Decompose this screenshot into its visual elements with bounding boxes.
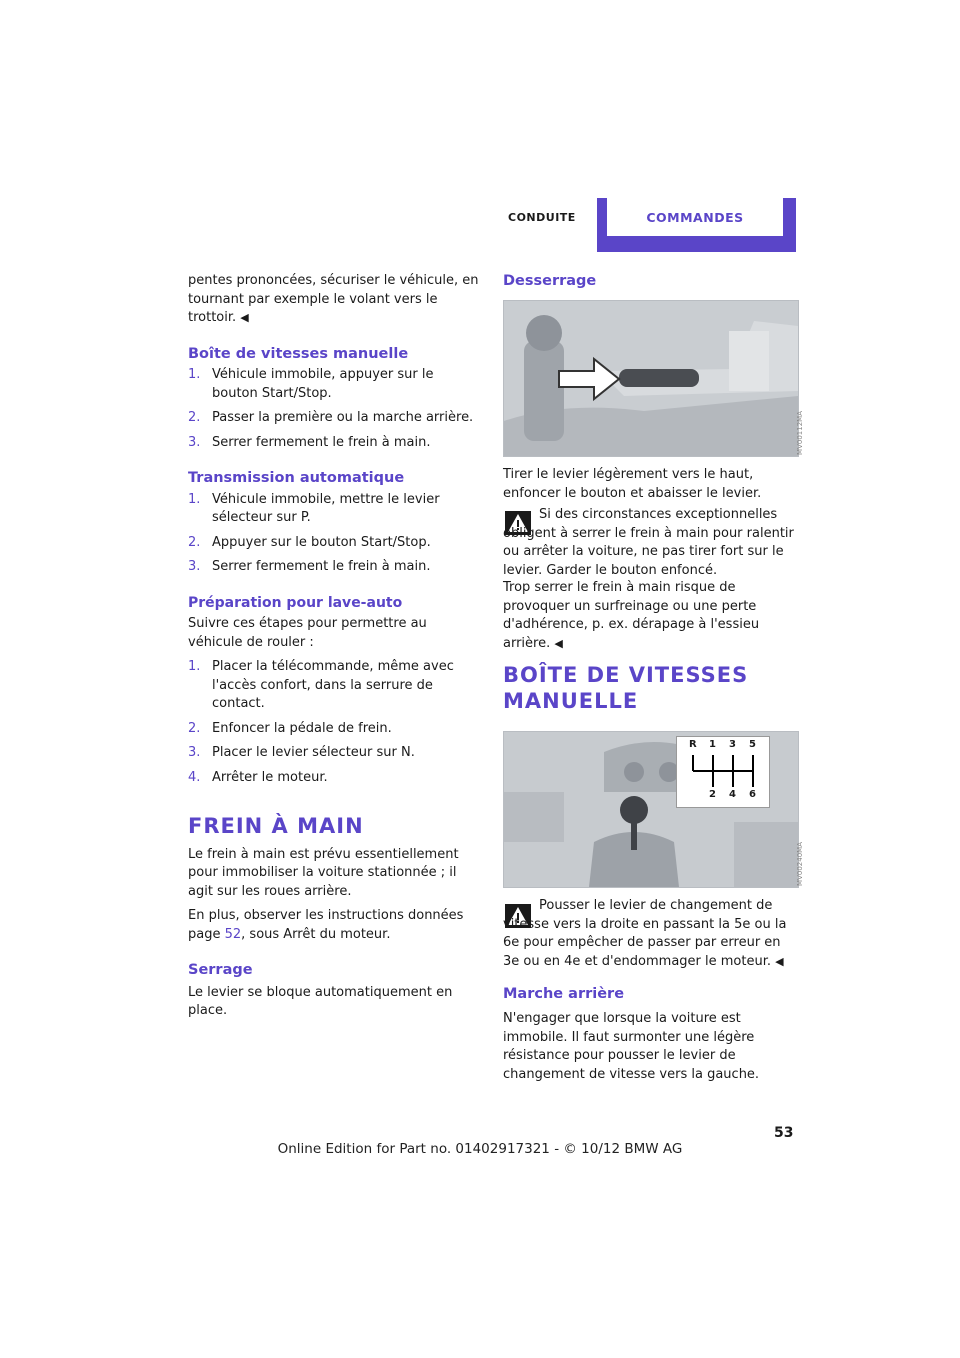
gear-label: 1	[709, 739, 716, 750]
auto-transmission-heading: Transmission automatique	[188, 470, 405, 486]
handbrake-illustration	[504, 301, 798, 456]
left-column	[188, 272, 480, 1021]
page-link[interactable]: 52	[224, 926, 242, 942]
gearbox-warning: Pousser le levier de changement de vitesse vers la droite en passant la 5e ou la 6e pour empêcher de passer par erreur en 3e ou en 4e et d'endommager le moteur. ◀	[503, 898, 787, 969]
list-item: 3. Serrer fermement le frein à main.	[188, 559, 431, 574]
release-warning-cont: Trop serrer le frein à main risque de provoquer un surfreinage ou une perte d'adhérence, p. ex. dérapage à l'essieu arrière. ◀	[503, 580, 760, 651]
list-item: 2. Enfoncer la pédale de frein.	[188, 720, 392, 736]
section-label: CONDUITE	[508, 211, 576, 224]
release-warning: Si des circonstances exceptionnelles obligent à serrer le frein à main pour ralentir ou arrêter la voiture, ne pas tirer fort sur le levier. Garder le bouton enfoncé.	[503, 507, 794, 578]
car-wash-intro: Suivre ces étapes pour permettre au véhicule de rouler :	[188, 616, 427, 650]
list-item: 1. Placer la télécommande, même avec l'accès confort, dans la serrure de contact.	[188, 659, 454, 711]
end-mark-icon: ◀	[554, 636, 563, 650]
applying-heading: Serrage	[188, 962, 253, 978]
gearbox-photo	[503, 731, 804, 888]
release-heading: Desserrage	[503, 273, 597, 289]
gear-label: 3	[729, 739, 736, 750]
reverse-text: N'engager que lorsque la voiture est immobile. Il faut surmonter une légère résistance pour pousser le levier de changement de vitesse vers la gauche.	[503, 1011, 760, 1082]
gear-label: 5	[749, 739, 756, 750]
list-item: 1. Véhicule immobile, appuyer sur le bouton Start/Stop.	[188, 367, 434, 401]
image-code: MV00112MA	[796, 411, 804, 455]
intro-text: pentes prononcées, sécuriser le véhicule, en tournant par exemple le volant vers le trottoir. ◀	[188, 273, 479, 325]
image-code: MV00240MA	[796, 842, 804, 886]
manual-gearbox-title: BOÎTE DE VITESSES MANUELLE	[503, 663, 749, 713]
car-wash-steps-list	[188, 658, 480, 787]
handbrake-photo	[503, 300, 804, 457]
car-wash-heading: Préparation pour lave-auto	[188, 594, 403, 611]
parking-brake-heading: FREIN À MAIN	[188, 814, 364, 838]
page-number: 53	[774, 1125, 794, 1141]
end-mark-icon: ◀	[775, 954, 784, 968]
applying-text: Le levier se bloque automatiquement en place.	[188, 984, 453, 1018]
list-item: 1. Véhicule immobile, mettre le levier sélecteur sur P.	[188, 491, 440, 525]
manual-steps-list	[188, 366, 480, 452]
parking-brake-text: Le frein à main est prévu essentiellement pour immobiliser la voiture stationnée ; il agit sur les roues arrière.	[188, 846, 459, 899]
list-item: 3. Serrer fermement le frein à main.	[188, 434, 431, 450]
chapter-tab-label: COMMANDES	[607, 198, 783, 236]
release-text: Tirer le levier légèrement vers le haut, enfoncer le bouton et abaisser le levier.	[503, 467, 762, 501]
release-section	[503, 466, 797, 503]
footer-text: Online Edition for Part no. 01402917321 - © 10/12 BMW AG	[277, 1141, 683, 1157]
gear-label: 2	[709, 789, 716, 800]
end-mark-icon: ◀	[240, 311, 249, 324]
list-item: 3. Placer le levier sélecteur sur N.	[188, 745, 415, 760]
list-item: 4. Arrêter le moteur.	[188, 769, 328, 785]
auto-steps-list	[188, 491, 480, 577]
gear-label: R	[689, 739, 697, 750]
reverse-section	[503, 1010, 797, 1084]
manual-gearbox-heading: Boîte de vitesses manuelle	[188, 345, 409, 362]
parking-brake-reference: En plus, observer les instructions données page 52, sous Arrêt du moteur.	[188, 908, 464, 942]
gear-label: 4	[729, 789, 736, 800]
list-item: 2. Appuyer sur le bouton Start/Stop.	[188, 534, 431, 550]
reverse-heading: Marche arrière	[503, 986, 625, 1002]
gear-label: 6	[749, 789, 756, 800]
shift-pattern-diagram	[676, 736, 770, 808]
list-item: 2. Passer la première ou la marche arrière.	[188, 410, 474, 425]
